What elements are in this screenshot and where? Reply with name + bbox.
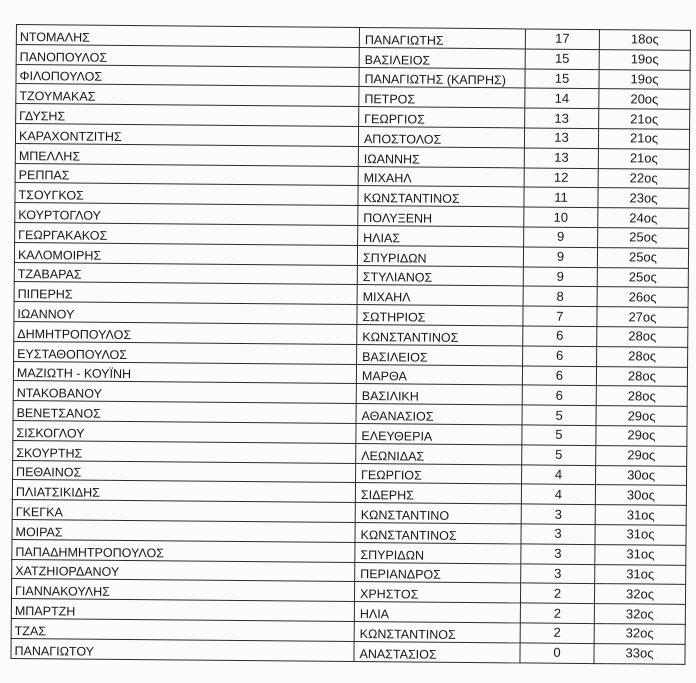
first-name-cell: ΙΩΑΝΝΗΣ <box>358 146 524 167</box>
rank-cell: 28ος <box>597 327 688 348</box>
surname-cell: ΠΛΙΑΤΣΙΚΙΔΗΣ <box>12 480 355 503</box>
rank-cell: 29ος <box>596 406 687 427</box>
votes-cell: 6 <box>522 385 596 405</box>
votes-cell: 9 <box>523 266 597 286</box>
first-name-cell: ΣΤΥΛΙΑΝΟΣ <box>357 265 523 286</box>
first-name-cell: ΚΩΝΣΤΑΝΤΙΝΟΣ <box>355 522 521 543</box>
rank-cell: 28ος <box>596 386 687 407</box>
first-name-cell: ΕΛΕΥΘΕΡΙΑ <box>356 423 522 444</box>
first-name-cell: ΜΑΡΘΑ <box>356 364 522 385</box>
first-name-cell: ΒΑΣΙΛΕΙΟΣ <box>357 344 523 365</box>
surname-cell: ΠΑΠΑΔΗΜΗΤΡΟΠΟΥΛΟΣ <box>12 539 355 562</box>
rank-cell: 27ος <box>597 307 688 328</box>
votes-cell: 2 <box>520 603 594 623</box>
surname-cell: ΙΩΑΝΝΟΥ <box>14 302 357 325</box>
surname-cell: ΚΑΡΑΧΟΝΤΖΙΤΗΣ <box>15 123 358 146</box>
votes-cell: 13 <box>524 128 598 148</box>
votes-cell: 9 <box>523 247 597 267</box>
surname-cell: ΦΙΛΟΠΟΥΛΟΣ <box>16 64 359 87</box>
surname-cell: ΠΕΘΑΙΝΟΣ <box>13 460 356 483</box>
rank-cell: 25ος <box>597 267 688 288</box>
candidates-table-body <box>11 25 691 683</box>
surname-cell: ΔΗΜΗΤΡΟΠΟΥΛΟΣ <box>14 321 357 344</box>
surname-cell: ΣΙΣΚΟΓΛΟΥ <box>13 420 356 443</box>
surname-cell: ΣΚΟΥΡΤΗΣ <box>13 440 356 463</box>
votes-cell: 11 <box>524 187 598 207</box>
rank-cell: 31ος <box>595 564 686 585</box>
votes-cell: 3 <box>521 524 595 544</box>
first-name-cell: ΚΩΝΣΤΑΝΤΙΝΟΣ <box>354 621 520 642</box>
votes-cell: 2 <box>520 623 594 643</box>
first-name-cell: ΠΑΝΑΓΙΩΤΗΣ <box>359 27 525 48</box>
rank-cell: 31ος <box>595 505 686 526</box>
first-name-cell: ΑΠΟΣΤΟΛΟΣ <box>358 126 524 147</box>
first-name-cell: ΚΩΝΣΤΑΝΤΙΝΟΣ <box>357 324 523 345</box>
rank-cell: 21ος <box>598 148 689 169</box>
rank-cell: 25ος <box>597 247 688 268</box>
votes-cell: 6 <box>522 365 596 385</box>
votes-cell: 15 <box>525 49 599 69</box>
surname-cell: ΚΑΛΟΜΟΙΡΗΣ <box>14 242 357 265</box>
first-name-cell: ΚΩΝΣΤΑΝΤΙΝΟ <box>355 503 521 524</box>
surname-cell: ΜΑΖΙΩΤΗ - ΚΟΥΪΝΗ <box>13 361 356 384</box>
rank-cell: 31ος <box>595 544 686 565</box>
first-name-cell-empty <box>354 661 520 682</box>
first-name-cell: ΠΕΡΙΑΝΔΡΟΣ <box>355 562 521 583</box>
first-name-cell: ΑΘΑΝΑΣΙΟΣ <box>356 404 522 425</box>
votes-cell: 2 <box>520 583 594 603</box>
votes-cell: 3 <box>521 504 595 524</box>
votes-cell: 14 <box>525 88 599 108</box>
surname-cell: ΤΣΟΥΓΚΟΣ <box>15 183 358 206</box>
votes-cell: 13 <box>525 108 599 128</box>
rank-cell: 23ος <box>598 188 689 209</box>
first-name-cell: ΜΙΧΑΗΛ <box>358 166 524 187</box>
first-name-cell: ΑΝΑΣΤΑΣΙΟΣ <box>354 641 520 662</box>
surname-cell: ΒΕΝΕΤΣΑΝΟΣ <box>13 401 356 424</box>
surname-cell: ΜΠΕΛΛΗΣ <box>15 143 358 166</box>
votes-cell: 6 <box>523 326 597 346</box>
surname-cell: ΤΖΑΒΑΡΑΣ <box>14 262 357 285</box>
rank-cell: 18ος <box>599 30 690 51</box>
rank-cell: 25ος <box>598 228 689 249</box>
votes-cell: 4 <box>522 464 596 484</box>
surname-cell: ΜΟΙΡΑΣ <box>12 519 355 542</box>
rank-cell: 22ος <box>598 168 689 189</box>
results-sheet <box>10 24 690 683</box>
votes-cell: 4 <box>521 484 595 504</box>
first-name-cell: ΓΕΩΡΓΙΟΣ <box>359 107 525 128</box>
surname-cell: ΕΥΣΤΑΘΟΠΟΥΛΟΣ <box>14 341 357 364</box>
first-name-cell: ΚΩΝΣΤΑΝΤΙΝΟΣ <box>358 186 524 207</box>
votes-cell: 13 <box>524 148 598 168</box>
rank-cell: 26ος <box>597 287 688 308</box>
first-name-cell: ΠΟΛΥΞΕΝΗ <box>358 206 524 227</box>
rank-cell: 19ος <box>599 49 690 70</box>
first-name-cell: ΣΠΥΡΙΔΩΝ <box>357 245 523 266</box>
surname-cell: ΓΙΑΝΝΑΚΟΥΛΗΣ <box>11 579 354 602</box>
surname-cell-empty <box>11 658 354 680</box>
rank-cell: 19ος <box>599 69 690 90</box>
votes-cell: 9 <box>524 227 598 247</box>
first-name-cell: ΒΑΣΙΛΕΙΟΣ <box>359 47 525 68</box>
surname-cell: ΤΖΟΥΜΑΚΑΣ <box>16 84 359 107</box>
surname-cell: ΠΙΠΕΡΗΣ <box>14 282 357 305</box>
votes-cell: 17 <box>525 29 599 49</box>
surname-cell: ΓΕΩΡΓΑΚΑΚΟΣ <box>15 222 358 245</box>
surname-cell: ΡΕΠΠΑΣ <box>15 163 358 186</box>
rank-cell: 28ος <box>596 366 687 387</box>
rank-cell: 32ος <box>594 623 685 644</box>
first-name-cell: ΣΠΥΡΙΔΩΝ <box>355 542 521 563</box>
rank-cell: 30ος <box>595 485 686 506</box>
surname-cell: ΜΠΑΡΤΖΗ <box>11 599 354 622</box>
surname-cell: ΚΟΥΡΤΟΓΛΟΥ <box>15 203 358 226</box>
rank-cell: 33ος <box>594 643 685 664</box>
rank-cell: 24ος <box>598 208 689 229</box>
rank-cell-empty <box>594 663 685 683</box>
votes-cell: 5 <box>522 425 596 445</box>
votes-cell: 10 <box>524 207 598 227</box>
votes-cell: 6 <box>523 346 597 366</box>
first-name-cell: ΠΕΤΡΟΣ <box>359 87 525 108</box>
rank-cell: 28ος <box>597 346 688 367</box>
votes-cell: 8 <box>523 286 597 306</box>
surname-cell: ΧΑΤΖΗΙΟΡΔΑΝΟΥ <box>12 559 355 582</box>
rank-cell: 31ος <box>595 524 686 545</box>
votes-cell: 5 <box>522 445 596 465</box>
surname-cell: ΠΑΝΑΓΙΩΤΟΥ <box>11 638 354 661</box>
rank-cell: 21ος <box>599 109 690 130</box>
rank-cell: 32ος <box>594 584 685 605</box>
rank-cell: 29ος <box>596 426 687 447</box>
first-name-cell: ΛΕΩΝΙΔΑΣ <box>356 443 522 464</box>
rank-cell: 30ος <box>596 465 687 486</box>
surname-cell: ΝΤΑΚΟΒΑΝΟΥ <box>13 381 356 404</box>
votes-cell: 5 <box>522 405 596 425</box>
first-name-cell: ΗΛΙΑΣ <box>358 225 524 246</box>
surname-cell: ΤΖΑΣ <box>11 618 354 641</box>
candidates-table <box>10 24 691 683</box>
surname-cell: ΝΤΟΜΑΛΗΣ <box>16 25 359 48</box>
first-name-cell: ΓΕΩΡΓΙΟΣ <box>356 463 522 484</box>
votes-cell: 15 <box>525 69 599 89</box>
first-name-cell: ΣΩΤΗΡΙΟΣ <box>357 305 523 326</box>
votes-cell: 0 <box>520 643 594 663</box>
first-name-cell: ΜΙΧΑΗΛ <box>357 285 523 306</box>
surname-cell: ΓΚΕΓΚΑ <box>12 500 355 523</box>
votes-cell: 3 <box>521 544 595 564</box>
first-name-cell: ΗΛΙΑ <box>354 602 520 623</box>
first-name-cell: ΠΑΝΑΓΙΩΤΗΣ (ΚΑΠΡΗΣ) <box>359 67 525 88</box>
surname-cell: ΓΔΥΣΗΣ <box>16 104 359 127</box>
votes-cell-empty <box>520 662 594 682</box>
votes-cell: 12 <box>524 168 598 188</box>
votes-cell: 3 <box>521 563 595 583</box>
rank-cell: 21ος <box>598 129 689 150</box>
rank-cell: 20ος <box>599 89 690 110</box>
rank-cell: 32ος <box>594 604 685 625</box>
rank-cell: 29ος <box>596 445 687 466</box>
surname-cell: ΠΑΝΟΠΟΥΛΟΣ <box>16 44 359 67</box>
votes-cell: 7 <box>523 306 597 326</box>
first-name-cell: ΧΡΗΣΤΟΣ <box>354 582 520 603</box>
first-name-cell: ΒΑΣΙΛΙΚΗ <box>356 384 522 405</box>
first-name-cell: ΣΙΔΕΡΗΣ <box>355 483 521 504</box>
